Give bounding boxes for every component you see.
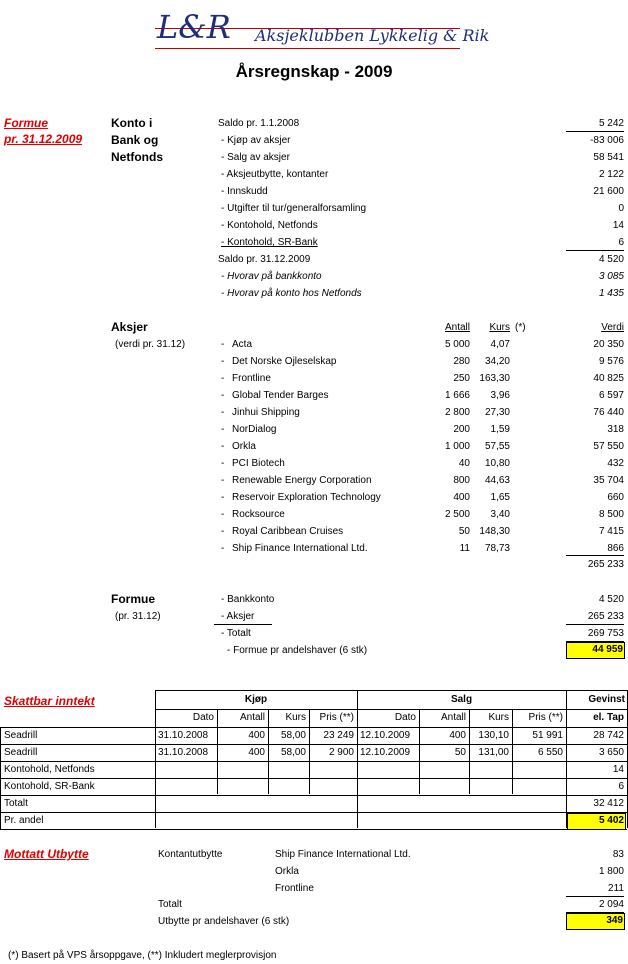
konto-label-3: Netfonds (111, 150, 163, 164)
utbytte-company: Orkla (275, 866, 299, 877)
skattbar-andel-label: Pr. andel (4, 815, 44, 826)
stock-name: NorDialog (232, 424, 277, 435)
kjop-dato: 31.10.2008 (158, 730, 209, 741)
konto-value: 1 435 (598, 288, 624, 299)
col-note: (*) (515, 322, 526, 333)
summary-value: 265 233 (587, 611, 624, 622)
stock-kurs: 1,59 (490, 424, 510, 435)
kjop-pris: 2 900 (328, 747, 354, 758)
aksjer-heading: Aksjer (111, 320, 148, 334)
skattbar-andel-value: 5 402 (567, 813, 626, 830)
stock-bullet: - (221, 407, 225, 418)
konto-label-2: Bank og (111, 133, 159, 147)
logo (155, 8, 490, 58)
stock-bullet: - (221, 509, 225, 520)
stock-kurs: 1,65 (490, 492, 510, 503)
stock-antall: 800 (453, 475, 470, 486)
kjop-pris: 23 249 (323, 730, 354, 741)
utbytte-per-value: 349 (566, 913, 625, 930)
divider (566, 250, 624, 251)
stock-verdi: 8 500 (598, 509, 624, 520)
kjop-kurs: 58,00 (280, 747, 306, 758)
gevinst-value: 28 742 (593, 730, 624, 741)
stock-antall: 280 (453, 356, 470, 367)
stock-name: Royal Caribbean Cruises (232, 526, 344, 537)
konto-value: -83 006 (590, 135, 624, 146)
stock-name: Renewable Energy Corporation (232, 475, 372, 486)
konto-row: - Salg av aksjer (221, 152, 290, 163)
utbytte-company: Frontline (275, 883, 314, 894)
col-header-pris: Pris (**) (528, 712, 563, 723)
stock-name: Global Tender Barges (232, 390, 329, 401)
stock-verdi: 9 576 (598, 356, 624, 367)
salg-pris: 51 991 (532, 730, 563, 741)
utbytte-company: Ship Finance International Ltd. (275, 849, 411, 860)
summary-value: 269 753 (587, 628, 624, 639)
stock-bullet: - (221, 390, 225, 401)
formue-heading: Formue (4, 116, 49, 130)
grid-line (0, 761, 627, 762)
aksjer-total: 265 233 (587, 559, 624, 570)
stock-antall: 400 (453, 492, 470, 503)
stock-name: Ship Finance International Ltd. (232, 543, 368, 554)
salg-antall: 400 (449, 730, 466, 741)
stock-verdi: 35 704 (593, 475, 624, 486)
salg-kurs: 131,00 (478, 747, 509, 758)
grid-line (0, 744, 627, 745)
stock-verdi: 660 (607, 492, 624, 503)
konto-value: 3 085 (598, 271, 624, 282)
trade-name: Kontohold, Netfonds (4, 764, 95, 775)
grid-line (155, 690, 156, 828)
formue-per-andel-value: 44 959 (566, 642, 625, 659)
konto-row: Saldo pr. 1.1.2008 (218, 118, 300, 129)
salg-dato: 12.10.2009 (360, 747, 411, 758)
stock-antall: 2 800 (444, 407, 470, 418)
stock-verdi: 318 (607, 424, 624, 435)
gevinst-value: 6 (618, 781, 624, 792)
formue-summary-heading: Formue (111, 592, 156, 606)
stock-bullet: - (221, 424, 225, 435)
konto-row: - Innskudd (221, 186, 268, 197)
konto-value: 21 600 (593, 186, 624, 197)
stock-verdi: 20 350 (593, 339, 624, 350)
stock-kurs: 78,73 (484, 543, 510, 554)
stock-name: Det Norske Ojleselskap (232, 356, 337, 367)
stock-bullet: - (221, 441, 225, 452)
divider (214, 624, 272, 625)
konto-value: 4 520 (598, 254, 624, 265)
utbytte-type: Kontantutbytte (158, 849, 223, 860)
stock-antall: 11 (459, 543, 470, 554)
konto-row: - Hvorav på bankkonto (221, 271, 322, 282)
divider (566, 555, 624, 556)
grid-line (0, 829, 627, 830)
utbytte-heading: Mottatt Utbytte (4, 847, 89, 861)
konto-row: - Aksjeutbytte, kontanter (221, 169, 329, 180)
col-header-antall: Antall (239, 712, 265, 723)
stock-bullet: - (221, 458, 225, 469)
divider (566, 624, 624, 625)
grid-line (0, 727, 1, 829)
stock-kurs: 3,96 (490, 390, 510, 401)
stock-kurs: 10,80 (484, 458, 510, 469)
stock-verdi: 40 825 (593, 373, 624, 384)
col-header-dato: Dato (192, 712, 214, 723)
col-verdi: Verdi (601, 322, 624, 333)
trade-name: Seadrill (4, 747, 38, 758)
utbytte-value: 1 800 (598, 866, 624, 877)
stock-antall: 50 (458, 526, 470, 537)
grid-line (357, 690, 358, 828)
salg-dato: 12.10.2009 (360, 730, 411, 741)
divider (566, 131, 624, 132)
stock-kurs: 57,55 (484, 441, 510, 452)
trade-name: Seadrill (4, 730, 38, 741)
utbytte-totalt-value: 2 094 (598, 899, 624, 910)
formue-summary-subheading: (pr. 31.12) (115, 611, 161, 622)
grid-line (155, 709, 627, 710)
stock-kurs: 163,30 (479, 373, 510, 384)
stock-name: Orkla (232, 441, 256, 452)
stock-name: PCI Biotech (232, 458, 285, 469)
kjop-antall: 400 (248, 747, 265, 758)
konto-value: 58 541 (593, 152, 624, 163)
kjop-group-header: Kjøp (244, 694, 268, 705)
stock-verdi: 866 (607, 543, 624, 554)
formue-heading-date: pr. 31.12.2009 (4, 132, 83, 146)
stock-name: Acta (232, 339, 253, 350)
footnote: (*) Basert på VPS årsoppgave, (**) Inkludert meglerprovisjon (8, 950, 277, 961)
kjop-kurs: 58,00 (280, 730, 306, 741)
grid-line (0, 727, 627, 728)
salg-antall: 50 (454, 747, 466, 758)
logo-monogram: L&R (157, 8, 231, 46)
stock-kurs: 148,30 (479, 526, 510, 537)
konto-row: - Hvorav på konto hos Netfonds (221, 288, 362, 299)
konto-value: 14 (612, 220, 624, 231)
salg-kurs: 130,10 (478, 730, 509, 741)
stock-antall: 5 000 (444, 339, 470, 350)
stock-bullet: - (221, 492, 225, 503)
kjop-antall: 400 (248, 730, 265, 741)
konto-row: Saldo pr. 31.12.2009 (218, 254, 311, 265)
stock-kurs: 44,63 (484, 475, 510, 486)
stock-name: Rocksource (232, 509, 285, 520)
utbytte-per-label: Utbytte pr andelshaver (6 stk) (158, 916, 290, 927)
kjop-dato: 31.10.2008 (158, 747, 209, 758)
konto-row: - Kjøp av aksjer (221, 135, 291, 146)
utbytte-totalt-label: Totalt (158, 899, 182, 910)
stock-antall: 250 (453, 373, 470, 384)
stock-kurs: 4,07 (490, 339, 510, 350)
konto-value: 5 242 (598, 118, 624, 129)
salg-group-header: Salg (450, 694, 473, 705)
stock-name: Reservoir Exploration Technology (232, 492, 381, 503)
konto-value: 2 122 (598, 169, 624, 180)
stock-kurs: 34,20 (484, 356, 510, 367)
stock-antall: 2 500 (444, 509, 470, 520)
divider (566, 896, 624, 897)
stock-bullet: - (221, 339, 225, 350)
skattbar-totalt-label: Totalt (4, 798, 28, 809)
grid-line (155, 690, 627, 691)
stock-verdi: 6 597 (598, 390, 624, 401)
utbytte-value: 211 (608, 883, 624, 894)
gevinst-value: 14 (612, 764, 624, 775)
col-kurs: Kurs (489, 322, 510, 333)
grid-line (0, 795, 627, 796)
stock-name: Frontline (232, 373, 271, 384)
stock-name: Jinhui Shipping (232, 407, 300, 418)
summary-value: 4 520 (598, 594, 624, 605)
stock-bullet: - (221, 526, 225, 537)
skattbar-heading: Skattbar inntekt (4, 694, 95, 708)
logo-club-name: Aksjeklubben Lykkelig & Rik (255, 26, 490, 45)
col-header-kurs: Kurs (285, 712, 306, 723)
trade-name: Kontohold, SR-Bank (4, 781, 95, 792)
konto-value: 6 (618, 237, 624, 248)
konto-label-1: Konto i (111, 116, 153, 130)
salg-pris: 6 550 (537, 747, 563, 758)
col-header-antall: Antall (440, 712, 466, 723)
col-header-gevinst: el. Tap (593, 712, 624, 723)
stock-verdi: 7 415 (598, 526, 624, 537)
utbytte-value: 83 (612, 849, 624, 860)
stock-bullet: - (221, 543, 225, 554)
page-title: Årsregnskap - 2009 (235, 62, 393, 81)
konto-value: 0 (618, 203, 624, 214)
stock-bullet: - (221, 475, 225, 486)
stock-verdi: 57 550 (593, 441, 624, 452)
grid-line (0, 778, 627, 779)
stock-verdi: 432 (607, 458, 624, 469)
summary-row: - Formue pr andelshaver (6 stk) (227, 645, 368, 656)
stock-antall: 200 (453, 424, 470, 435)
konto-row: - Kontohold, SR-Bank (221, 237, 318, 248)
summary-row: - Bankkonto (221, 594, 275, 605)
stock-bullet: - (221, 373, 225, 384)
gevinst-value: 3 650 (598, 747, 624, 758)
logo-rule-bottom (155, 48, 460, 49)
stock-antall: 40 (458, 458, 470, 469)
stock-kurs: 27,30 (484, 407, 510, 418)
stock-bullet: - (221, 356, 225, 367)
stock-antall: 1 000 (444, 441, 470, 452)
konto-row: - Utgifter til tur/generalforsamling (221, 203, 367, 214)
konto-row: - Kontohold, Netfonds (221, 220, 318, 231)
stock-kurs: 3,40 (490, 509, 510, 520)
grid-line (0, 812, 627, 813)
col-header-dato: Dato (394, 712, 416, 723)
col-header-pris: Pris (**) (319, 712, 354, 723)
skattbar-totalt-value: 32 412 (593, 798, 624, 809)
summary-row: - Aksjer (221, 611, 255, 622)
stock-antall: 1 666 (444, 390, 470, 401)
col-header-kurs: Kurs (488, 712, 509, 723)
gevinst-group-header: Gevinst (588, 694, 625, 705)
stock-verdi: 76 440 (593, 407, 624, 418)
summary-row: - Totalt (221, 628, 251, 639)
aksjer-subheading: (verdi pr. 31.12) (115, 339, 186, 350)
col-antall: Antall (444, 322, 470, 333)
